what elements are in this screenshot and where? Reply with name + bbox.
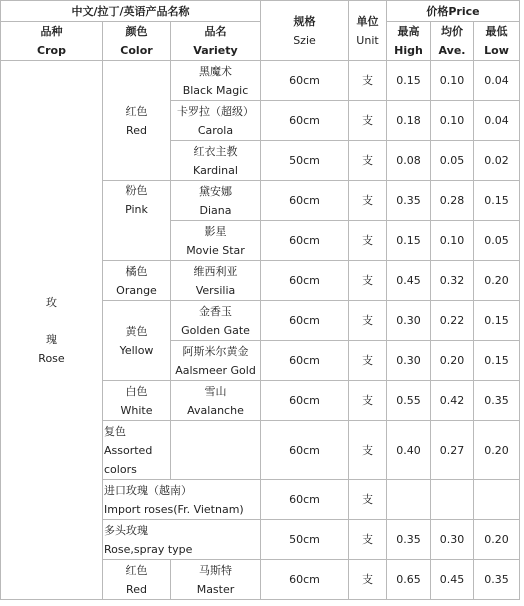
color-cell-pink: 粉色 Pink xyxy=(103,181,171,261)
ave-cell: 0.27 xyxy=(431,421,474,480)
unit-cell: 支 xyxy=(349,341,387,381)
variety-cell-wide: 多头玫瑰 Rose,spray type xyxy=(103,520,261,560)
variety-cell: 红衣主教 Kardinal xyxy=(171,141,261,181)
high-cell: 0.15 xyxy=(387,61,431,101)
variety-cell: 卡罗拉（超级） Carola xyxy=(171,101,261,141)
variety-cell: 阿斯米尔黄金 Aalsmeer Gold xyxy=(171,341,261,381)
header-color: 颜色 Color xyxy=(103,22,171,61)
ave-cell: 0.32 xyxy=(431,261,474,301)
size-cell: 60cm xyxy=(261,480,349,520)
high-cell: 0.30 xyxy=(387,301,431,341)
table-row xyxy=(1,61,520,101)
high-cell: 0.65 xyxy=(387,560,431,600)
low-cell: 0.15 xyxy=(474,341,520,381)
variety-cell xyxy=(171,421,261,480)
low-cell: 0.20 xyxy=(474,421,520,480)
header-ave: 均价 Ave. xyxy=(431,22,474,61)
size-cell: 60cm xyxy=(261,301,349,341)
low-cell: 0.20 xyxy=(474,261,520,301)
size-cell: 50cm xyxy=(261,520,349,560)
high-cell: 0.18 xyxy=(387,101,431,141)
high-cell xyxy=(387,480,431,520)
size-cell: 60cm xyxy=(261,221,349,261)
size-cell: 60cm xyxy=(261,101,349,141)
low-cell: 0.15 xyxy=(474,301,520,341)
header-price-group: 价格Price xyxy=(387,1,520,22)
low-cell: 0.05 xyxy=(474,221,520,261)
unit-cell: 支 xyxy=(349,141,387,181)
ave-cell xyxy=(431,480,474,520)
ave-cell: 0.10 xyxy=(431,221,474,261)
unit-cell: 支 xyxy=(349,181,387,221)
low-cell: 0.02 xyxy=(474,141,520,181)
ave-cell: 0.10 xyxy=(431,61,474,101)
header-high: 最高 High xyxy=(387,22,431,61)
variety-cell: 影星 Movie Star xyxy=(171,221,261,261)
header-row-sub xyxy=(1,22,520,61)
low-cell: 0.35 xyxy=(474,381,520,421)
variety-cell: 金香玉 Golden Gate xyxy=(171,301,261,341)
high-cell: 0.08 xyxy=(387,141,431,181)
ave-cell: 0.20 xyxy=(431,341,474,381)
unit-cell: 支 xyxy=(349,480,387,520)
variety-cell: 维西利亚 Versilia xyxy=(171,261,261,301)
unit-cell: 支 xyxy=(349,421,387,480)
unit-cell: 支 xyxy=(349,61,387,101)
size-cell: 60cm xyxy=(261,61,349,101)
low-cell: 0.04 xyxy=(474,61,520,101)
variety-cell: 黛安娜 Diana xyxy=(171,181,261,221)
unit-cell: 支 xyxy=(349,261,387,301)
header-low: 最低 Low xyxy=(474,22,520,61)
header-variety: 品名 Variety xyxy=(171,22,261,61)
high-cell: 0.45 xyxy=(387,261,431,301)
unit-cell: 支 xyxy=(349,301,387,341)
high-cell: 0.30 xyxy=(387,341,431,381)
color-cell-yellow: 黄色 Yellow xyxy=(103,301,171,381)
variety-cell-wide: 进口玫瑰（越南） Import roses(Fr. Vietnam) xyxy=(103,480,261,520)
size-cell: 60cm xyxy=(261,261,349,301)
high-cell: 0.55 xyxy=(387,381,431,421)
low-cell: 0.15 xyxy=(474,181,520,221)
high-cell: 0.40 xyxy=(387,421,431,480)
ave-cell: 0.10 xyxy=(431,101,474,141)
header-crop: 品种 Crop xyxy=(1,22,103,61)
unit-cell: 支 xyxy=(349,560,387,600)
high-cell: 0.35 xyxy=(387,520,431,560)
size-cell: 60cm xyxy=(261,381,349,421)
color-cell-white: 白色 White xyxy=(103,381,171,421)
color-cell-red: 红色 Red xyxy=(103,61,171,181)
unit-cell: 支 xyxy=(349,381,387,421)
size-cell: 60cm xyxy=(261,341,349,381)
variety-cell: 马斯特 Master xyxy=(171,560,261,600)
low-cell xyxy=(474,480,520,520)
header-row-top xyxy=(1,1,520,22)
size-cell: 60cm xyxy=(261,421,349,480)
header-unit: 单位 Unit xyxy=(349,1,387,61)
unit-cell: 支 xyxy=(349,520,387,560)
low-cell: 0.20 xyxy=(474,520,520,560)
ave-cell: 0.28 xyxy=(431,181,474,221)
crop-cell-rose: 玫 瑰 Rose xyxy=(1,61,103,600)
size-cell: 50cm xyxy=(261,141,349,181)
low-cell: 0.04 xyxy=(474,101,520,141)
color-cell-assorted: 复色 Assorted colors xyxy=(103,421,171,480)
ave-cell: 0.22 xyxy=(431,301,474,341)
high-cell: 0.15 xyxy=(387,221,431,261)
ave-cell: 0.42 xyxy=(431,381,474,421)
ave-cell: 0.30 xyxy=(431,520,474,560)
high-cell: 0.35 xyxy=(387,181,431,221)
unit-cell: 支 xyxy=(349,221,387,261)
color-cell-orange: 橘色 Orange xyxy=(103,261,171,301)
header-name-group: 中文/拉丁/英语产品名称 xyxy=(1,1,261,22)
low-cell: 0.35 xyxy=(474,560,520,600)
color-cell-red-2: 红色 Red xyxy=(103,560,171,600)
ave-cell: 0.45 xyxy=(431,560,474,600)
size-cell: 60cm xyxy=(261,181,349,221)
unit-cell: 支 xyxy=(349,101,387,141)
ave-cell: 0.05 xyxy=(431,141,474,181)
size-cell: 60cm xyxy=(261,560,349,600)
variety-cell: 雪山 Avalanche xyxy=(171,381,261,421)
variety-cell: 黑魔术 Black Magic xyxy=(171,61,261,101)
header-size: 规格 Szie xyxy=(261,1,349,61)
